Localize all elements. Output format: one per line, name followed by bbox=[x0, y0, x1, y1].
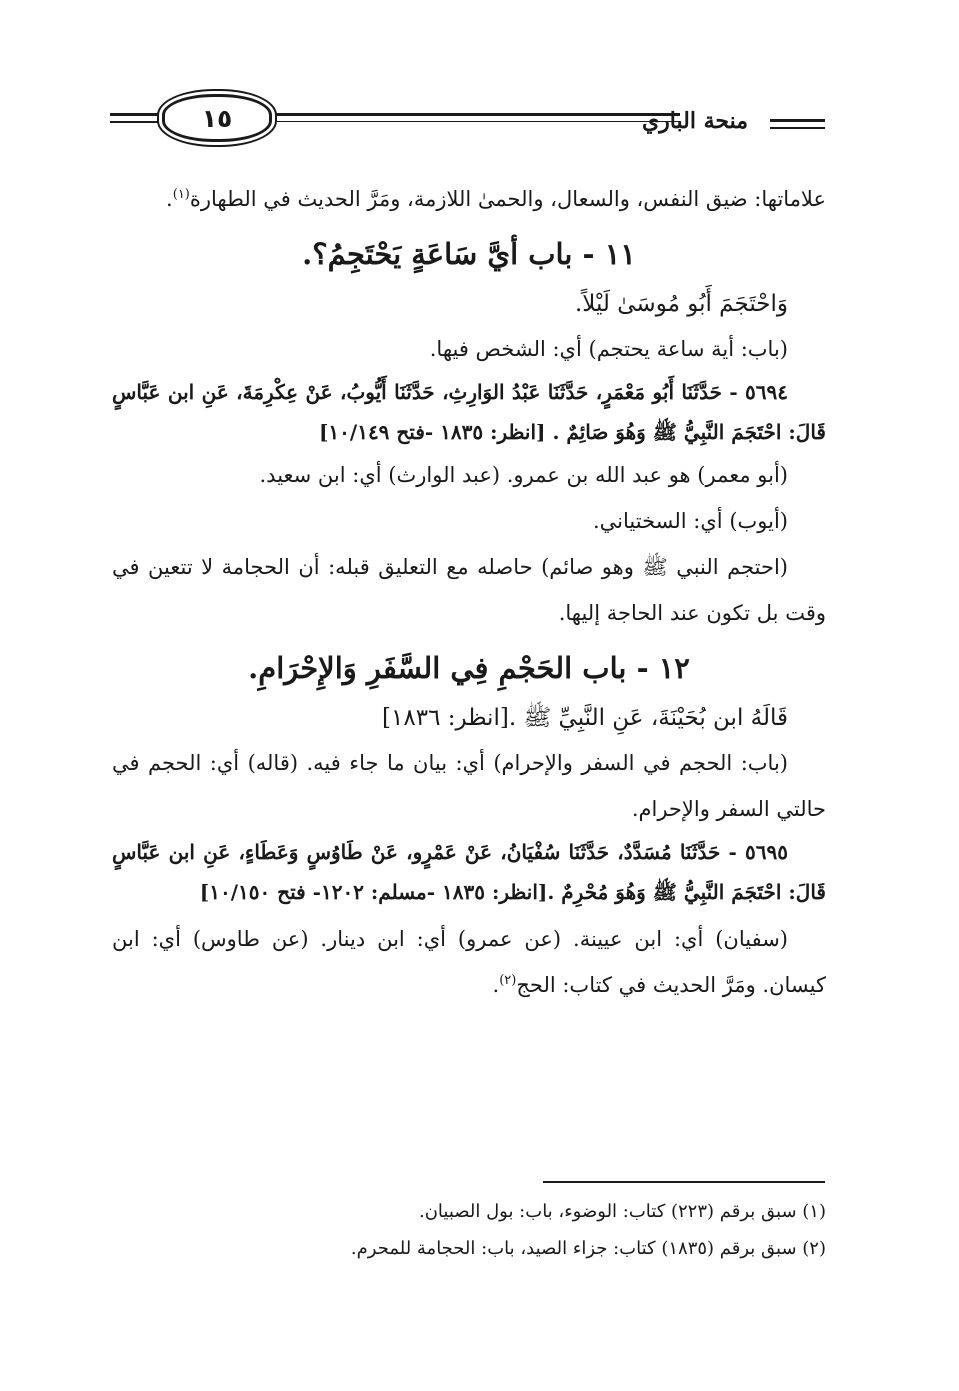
header-rule bbox=[260, 121, 680, 122]
commentary-paragraph: (أيوب) أي: السختياني. bbox=[593, 509, 788, 533]
paragraph-end: . bbox=[492, 973, 500, 997]
paragraph bbox=[112, 176, 826, 222]
header-rule bbox=[110, 113, 170, 116]
footnote-ref: (١) bbox=[172, 187, 190, 202]
footnote: (٢) سبق برقم (١٨٣٥) كتاب: جزاء الصيد، باب: الحجامة للمحرم. bbox=[350, 1238, 826, 1259]
paragraph-end: . bbox=[166, 187, 173, 211]
paragraph-text: (سفيان) أي: ابن عيينة. (عن عمرو) أي: ابن دينار. (عن طاوس) أي: ابن كيسان. ومَرَّ الحديث في كتاب: الحج bbox=[112, 927, 826, 997]
commentary-paragraph: (احتجم النبي ﷺ وهو صائم) حاصله مع التعليق قبله: أن الحجامة لا تتعين في وقت بل تكون عند الحاجة إليها. bbox=[112, 555, 826, 625]
running-title: منحة الباري bbox=[641, 108, 749, 134]
header-rule bbox=[770, 127, 825, 129]
footnote: (١) سبق برقم (٢٢٣) كتاب: الوضوء، باب: بول الصبيان. bbox=[418, 1201, 826, 1222]
footnote-ref: (٢) bbox=[499, 973, 517, 988]
header-rule bbox=[110, 121, 170, 123]
narration-quote: وَاحْتَجَمَ أَبُو مُوسَىٰ لَيْلاً. bbox=[574, 291, 788, 317]
chapter-heading: ١١ - باب أيَّ سَاعَةٍ يَحْتَجِمُ؟. bbox=[302, 237, 636, 271]
page-header bbox=[110, 88, 825, 146]
paragraph-text: علاماتها: ضيق النفس، والسعال، والحمىٰ اللازمة، ومَرَّ الحديث في الطهارة bbox=[189, 187, 826, 211]
commentary-paragraph: (باب: الحجم في السفر والإحرام) أي: بيان ما جاء فيه. (قاله) أي: الحجم في حالتي السفر والإحرام. bbox=[112, 751, 826, 821]
footnote-separator bbox=[543, 1181, 825, 1183]
footnotes bbox=[112, 1193, 826, 1267]
commentary-paragraph: (أبو معمر) هو عبد الله بن عمرو. (عبد الوارث) أي: ابن سعيد. bbox=[259, 463, 788, 487]
chapter-heading: ١٢ - باب الحَجْمِ فِي السَّفَرِ وَالإِحْرَامِ. bbox=[248, 651, 690, 685]
hadith-text: ٥٦٩٤ - حَدَّثَنَا أَبُو مَعْمَرٍ، حَدَّثَنَا عَبْدُ الوَارِثِ، حَدَّثَنَا أَيُّوبُ، عَنْ عِكْرِمَةَ، عَنِ ابن عَبَّاسٍ قَالَ: احْتَجَمَ النَّبِيُّ ﷺ وَهُوَ صَائِمٌ . [انظر: ١٨٣٥ -فتح ١٠/١٤٩] bbox=[112, 380, 826, 444]
page-number-badge bbox=[162, 94, 272, 142]
header-rule bbox=[260, 113, 680, 116]
header-rule bbox=[770, 119, 825, 122]
page-number: ١٥ bbox=[201, 103, 233, 133]
narration-quote: قَالَهُ ابن بُحَيْنَةَ، عَنِ النَّبِيِّ ﷺ .[انظر: ١٨٣٦] bbox=[382, 705, 788, 731]
hadith-text: ٥٦٩٥ - حَدَّثَنَا مُسَدَّدٌ، حَدَّثَنَا سُفْيَانُ، عَنْ عَمْرٍو، عَنْ طَاوُسٍ وَعَطَاءٍ، عَنِ ابن عَبَّاسٍ قَالَ: احْتَجَمَ النَّبِيُّ ﷺ وَهُوَ مُحْرِمٌ .[انظر: ١٨٣٥ -مسلم: ١٢٠٢- فتح ١٠/١٥٠] bbox=[112, 840, 826, 904]
page-body bbox=[112, 176, 826, 1008]
commentary-paragraph bbox=[112, 916, 826, 1008]
commentary-paragraph: (باب: أية ساعة يحتجم) أي: الشخص فيها. bbox=[429, 337, 788, 361]
